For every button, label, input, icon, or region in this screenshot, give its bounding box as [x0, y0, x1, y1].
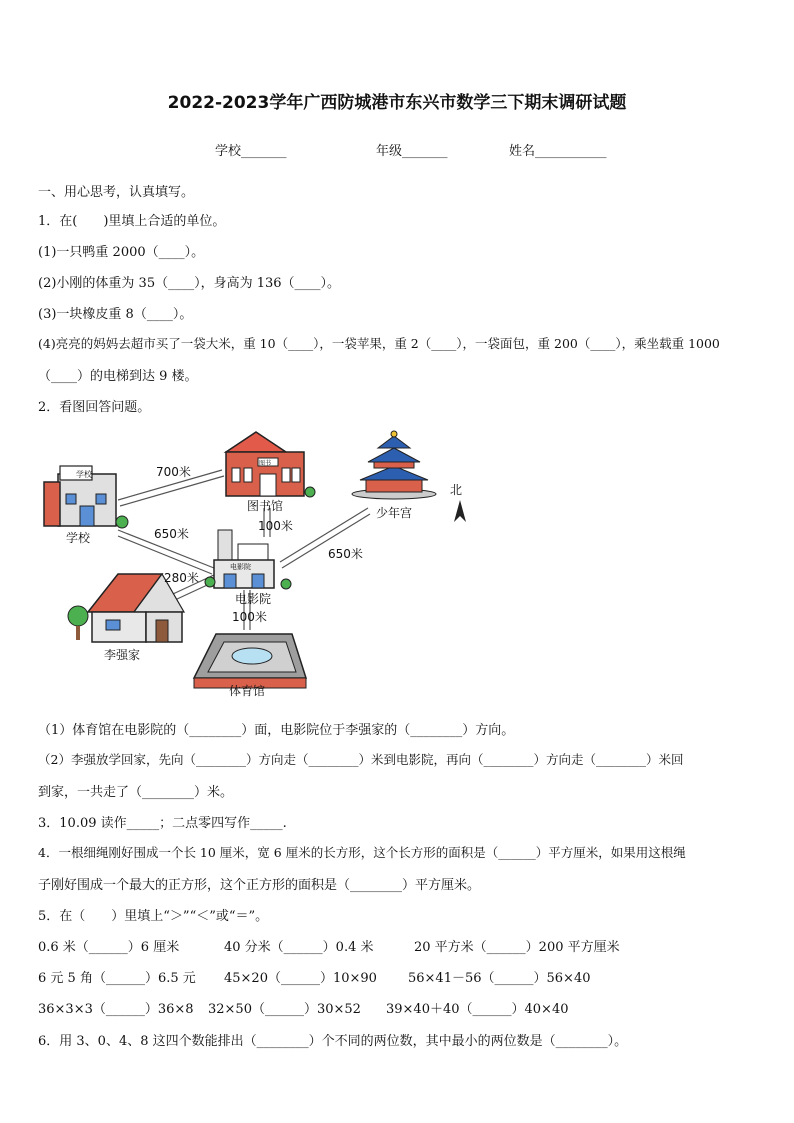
q1-part2: (2)小刚的体重为 35（____），身高为 136（____）。: [38, 276, 341, 291]
q2-sub2b: 到家，一共走了（________）米。: [38, 785, 234, 800]
school-field[interactable]: 学校_______: [215, 144, 287, 159]
cinema-sign: 电影院: [230, 563, 251, 571]
q5-stem: 5．在（ ）里填上“＞”“＜”或“＝”。: [38, 909, 269, 924]
q1-part4a: (4)亮亮的妈妈去超市买了一袋大米，重 10（____），一袋苹果，重 2（____），一袋面包，重 200（____），乘坐载重 1000: [38, 336, 720, 351]
label-palace: 少年宫: [376, 506, 413, 520]
q5-item: 45×20（______）10×90: [224, 971, 377, 986]
q2-stem: 2．看图回答问题。: [38, 400, 151, 415]
q1-stem: 1．在( )里填上合适的单位。: [38, 214, 226, 229]
q5-item: 40 分米（______）0.4 米: [224, 940, 374, 955]
north-arrow-icon: [454, 500, 466, 522]
distance-home-cinema: 280米: [164, 571, 199, 585]
q5-item: 36×3×3（______）36×8: [38, 1002, 194, 1017]
distance-school-cinema: 650米: [154, 527, 189, 541]
section-heading: 一、用心思考，认真填写。: [38, 185, 195, 200]
q3: 3．10.09 读作_____；二点零四写作_____.: [38, 816, 287, 831]
cinema-building-icon: [205, 530, 291, 589]
library-sign: 图书: [259, 460, 272, 467]
distance-palace-cinema: 650米: [328, 547, 363, 561]
q2-sub1: （1）体育馆在电影院的（________）面，电影院位于李强家的（________）方向。: [38, 723, 515, 738]
name-field[interactable]: 姓名___________: [509, 144, 607, 159]
label-cinema: 电影院: [235, 592, 272, 606]
gym-building-icon: [194, 634, 306, 688]
label-gym: 体育馆: [229, 684, 266, 698]
q2-sub2a: （2）李强放学回家，先向（________）方向走（________）米到电影院，再向（________）方向走（________）米回: [38, 752, 684, 767]
distance-library-cinema: 100米: [258, 519, 293, 533]
q1-part1: (1)一只鸭重 2000（____）。: [38, 245, 205, 260]
distance-school-library: 700米: [156, 465, 191, 479]
label-school: 学校: [66, 531, 91, 545]
grade-field[interactable]: 年级_______: [376, 144, 448, 159]
q4a: 4．一根细绳刚好围成一个长 10 厘米，宽 6 厘米的长方形，这个长方形的面积是（______）平方厘米，如果用这根绳: [38, 845, 686, 860]
q5-item: 0.6 米（______）6 厘米: [38, 940, 180, 955]
label-north: 北: [450, 483, 463, 497]
q5-item: 32×50（______）30×52: [208, 1002, 361, 1017]
q1-part4b: （____）的电梯到达 9 楼。: [38, 369, 198, 384]
q5-item: 56×41－56（______）56×40: [408, 971, 591, 986]
page-title: 2022-2023学年广西防城港市东兴市数学三下期末调研试题: [167, 93, 627, 113]
q6: 6．用 3、0、4、8 这四个数能排出（________）个不同的两位数，其中最小的两位数是（________）。: [38, 1034, 628, 1049]
q5-item: 20 平方米（______）200 平方厘米: [414, 940, 620, 955]
q5-item: 39×40＋40（______）40×40: [386, 1002, 569, 1017]
school-sign: 学校: [76, 470, 92, 479]
q5-item: 6 元 5 角（______）6.5 元: [38, 971, 196, 986]
palace-building-icon: [352, 431, 436, 499]
label-library: 图书馆: [247, 499, 284, 513]
q1-part3: (3)一块橡皮重 8（____）。: [38, 307, 193, 322]
map-diagram: [30, 422, 510, 712]
distance-cinema-gym: 100米: [232, 610, 267, 624]
label-home: 李强家: [104, 648, 141, 662]
q4b: 子刚好围成一个最大的正方形，这个正方形的面积是（________）平方厘米。: [38, 878, 481, 893]
